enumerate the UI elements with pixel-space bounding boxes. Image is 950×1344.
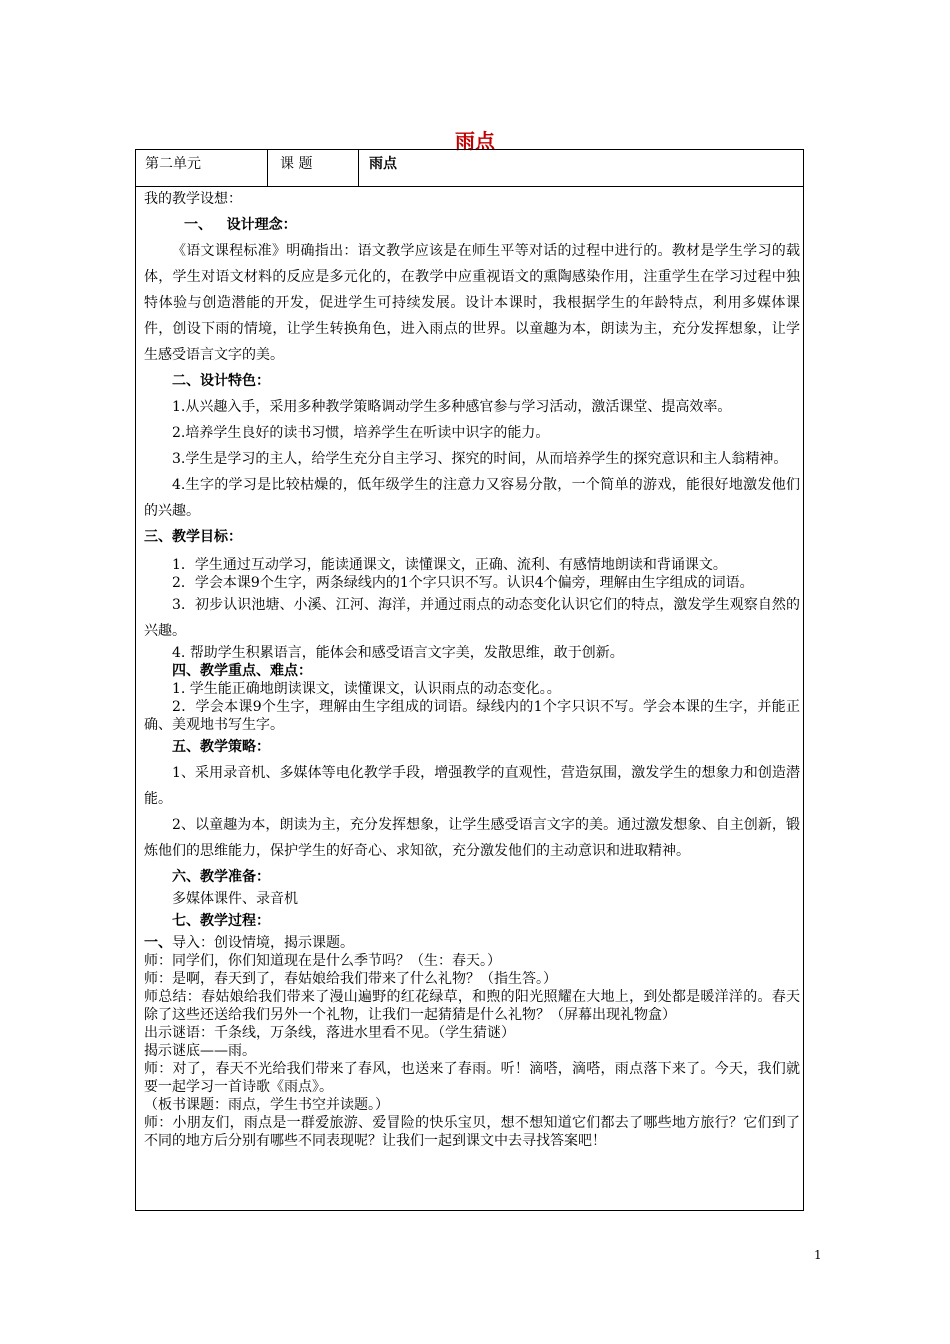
section-5-item: 1、采用录音机、多媒体等电化教学手段，增强教学的直观性，营造氛围，激发学生的想象力和创造潜能。 [144, 765, 800, 807]
section-3-item: 3．初步认识池塘、小溪、江河、海洋，并通过雨点的动态变化认识它们的特点，激发学生观察自然的兴趣。 [144, 597, 800, 639]
section-2-title: 二、设计特色： [172, 373, 270, 389]
step-text: 导入：创设情境，揭示课题。 [172, 935, 354, 951]
section-4-item: 1. 学生能正确地朗读课文，读懂课文，认识雨点的动态变化。。 [172, 681, 561, 697]
section-5-item: 2、以童趣为本，朗读为主，充分发挥想象，让学生感受语言文字的美。通过激发想象、自主创新，锻炼他们的思维能力，保护学生的好奇心、求知欲，充分激发他们的主动意识和进取精神。 [144, 817, 800, 859]
topic-label-cell: 课 题 [267, 150, 356, 186]
process-line: 出示谜语：千条线，万条线，落进水里看不见。（学生猜谜） [144, 1025, 515, 1041]
topic-value-cell: 雨点 [358, 150, 397, 186]
section-1-title: 一、 设计理念： [184, 217, 297, 233]
header-row [136, 150, 803, 187]
section-2-item: 3.学生是学习的主人，给学生充分自主学习、探究的时间，从而培养学生的探究意识和主人翁精神。 [172, 451, 788, 467]
section-4-title: 四、教学重点、难点： [172, 663, 312, 679]
process-line: 揭示谜底——雨。 [144, 1043, 256, 1059]
section-6-title: 六、教学准备： [172, 869, 270, 885]
section-4-item: 2．学会本课9个生字，理解由生字组成的词语。绿线内的1个字只识不写。学会本课的生字，并能正确、美观地书写生字。 [144, 699, 800, 733]
section-3-title: 三、教学目标： [144, 529, 242, 545]
lesson-content [144, 186, 800, 1150]
process-line: （板书课题：雨点，学生书空并读题。） [144, 1097, 389, 1113]
process-line: 师：是啊，春天到了，春姑娘给我们带来了什么礼物？（指生答。） [144, 971, 557, 987]
section-6-text: 多媒体课件、录音机 [172, 891, 298, 907]
process-line: 师：同学们，你们知道现在是什么季节吗？（生：春天。） [144, 953, 501, 969]
section-3-item: 2．学会本课9个生字，两条绿线内的1个字只识不写。认识4个偏旁，理解由生字组成的词语。 [172, 575, 754, 591]
lesson-table [135, 149, 804, 1211]
section-3-item: 1．学生通过互动学习，能读通课文，读懂课文，正确、流利、有感情地朗读和背诵课文。 [172, 557, 727, 573]
process-line: 师：对了，春天不光给我们带来了春风，也送来了春雨。听！滴嗒，滴嗒，雨点落下来了。今天，我们就要一起学习一首诗歌《雨点》。 [144, 1061, 800, 1095]
process-line: 师：小朋友们，雨点是一群爱旅游、爱冒险的快乐宝贝，想不想知道它们都去了哪些地方旅行？它们到了不同的地方后分别有哪些不同表现呢？让我们一起到课文中去寻找答案吧！ [144, 1115, 800, 1149]
process-step [144, 934, 800, 952]
process-line: 师总结：春姑娘给我们带来了漫山遍野的红花绿草，和煦的阳光照耀在大地上，到处都是暖洋洋的。春天除了这些还送给我们另外一个礼物，让我们一起猜猜是什么礼物？（屏幕出现礼物盒） [144, 989, 800, 1023]
step-number: 一、 [144, 935, 172, 951]
section-2-item: 1.从兴趣入手，采用多种教学策略调动学生多种感官参与学习活动，激活课堂、提高效率。 [172, 399, 732, 415]
unit-cell: 第二单元 [145, 156, 201, 172]
section-7-title: 七、教学过程： [172, 913, 270, 929]
page-number: 1 [814, 1248, 822, 1262]
intro-text: 我的教学设想： [144, 191, 242, 207]
section-5-title: 五、教学策略： [172, 739, 270, 755]
section-2-item: 4.生字的学习是比较枯燥的，低年级学生的注意力又容易分散，一个简单的游戏，能很好地激发他们的兴趣。 [144, 477, 800, 519]
section-2-item: 2.培养学生良好的读书习惯，培养学生在听读中识字的能力。 [172, 425, 550, 441]
section-1-text: 《语文课程标准》明确指出：语文教学应该是在师生平等对话的过程中进行的。教材是学生学习的载体，学生对语文材料的反应是多元化的，在教学中应重视语文的熏陶感染作用，注重学生在学习过程中独特体验与创造潜能的开发，促进学生可持续发展。设计本课时，我根据学生的年龄特点，利用多媒体课件，创设下雨的情境，让学生转换角色，进入雨点的世界。以童趣为本，朗读为主，充分发挥想象，让学生感受语言文字的美。 [144, 243, 800, 363]
document-title: 雨点 [455, 129, 495, 153]
section-3-item: 4. 帮助学生积累语言，能体会和感受语言文字美，发散思维，敢于创新。 [172, 645, 624, 661]
